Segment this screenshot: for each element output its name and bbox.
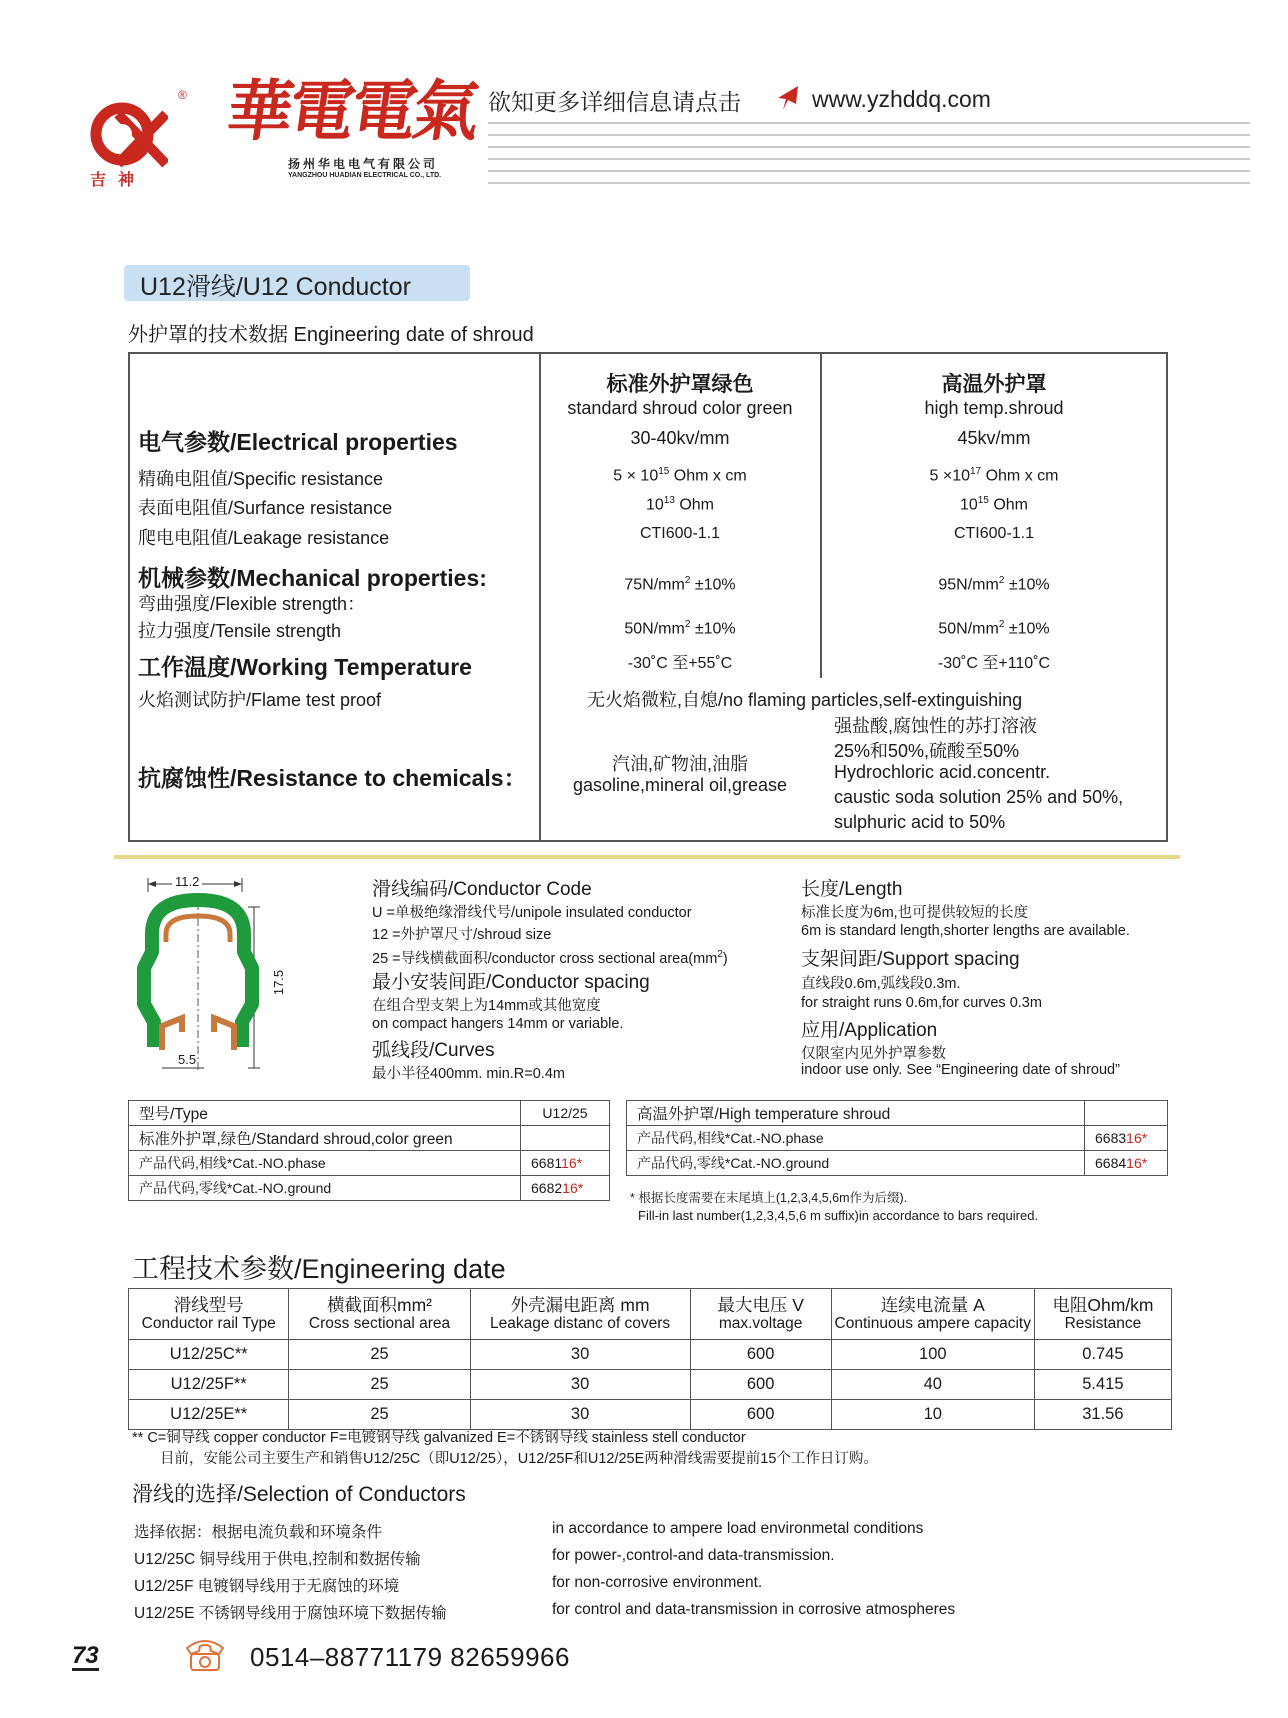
header-en: Leakage distanc of covers bbox=[490, 1315, 671, 1333]
ht-phase-code: 668316* bbox=[1085, 1126, 1168, 1151]
arrow-cursor-icon bbox=[774, 84, 800, 112]
telephone-icon bbox=[183, 1636, 227, 1674]
table-row bbox=[129, 1400, 1172, 1430]
selection-item-cn: 选择依据：根据电流负载和环境条件 bbox=[134, 1524, 383, 1541]
table-header bbox=[1034, 1289, 1171, 1340]
logo-sub-text: 吉神 bbox=[90, 172, 147, 189]
header-en: Continuous ampere capacity bbox=[834, 1315, 1031, 1333]
table-cell: 5.415 bbox=[1034, 1370, 1171, 1400]
flex-ht: $95N/mm^2 \pm 10\%$ bbox=[938, 575, 1050, 594]
registered-mark: ® bbox=[178, 88, 187, 102]
spacing-heading: 最小安装间距/Conductor spacing bbox=[372, 972, 650, 993]
header-link[interactable]: www.yzhddq.com bbox=[812, 86, 991, 112]
table-row bbox=[129, 1340, 1172, 1370]
engineering-title: 工程技术参数/Engineering date bbox=[132, 1254, 506, 1284]
std-ground-label: 产品代码,零线*Cat.-NO.ground bbox=[129, 1176, 521, 1201]
curves-line: 最小半径400mm. min.R=0.4m bbox=[372, 1066, 565, 1082]
table-header bbox=[470, 1289, 690, 1340]
code-line: 12 =外护罩尺寸/shroud size bbox=[372, 927, 552, 943]
table-cell: 25 bbox=[289, 1400, 470, 1430]
flex-std: $75N/mm^2 \pm 10\%$ bbox=[624, 575, 736, 594]
spacing-line: on compact hangers 14mm or variable. bbox=[372, 1016, 624, 1032]
leakage-std: CTI600-1.1 bbox=[639, 525, 721, 542]
surface-label: 表面电阻值/Surfance resistance bbox=[138, 498, 393, 518]
dim-width: 11.2 bbox=[172, 874, 202, 889]
std-phase-code: 668116* bbox=[521, 1151, 610, 1176]
header-en: Cross sectional area bbox=[308, 1315, 451, 1333]
header-cta: 欲知更多详细信息请点击 bbox=[488, 89, 741, 115]
header-rule bbox=[488, 122, 1250, 124]
table-cell: 600 bbox=[690, 1340, 831, 1370]
header-cn: 电阻Ohm/km bbox=[1052, 1295, 1154, 1316]
temp-ht: -30˚C 至+110˚C bbox=[937, 655, 1051, 672]
chem-ht-line: 强盐酸,腐蚀性的苏打溶液 bbox=[834, 716, 1037, 736]
tens-ht: $50N/mm^2 \pm 10\%$ bbox=[938, 619, 1050, 638]
suffix-note-cn: * 根据长度需要在末尾填上(1,2,3,4,5,6m作为后缀). bbox=[630, 1191, 908, 1205]
table-cell: 30 bbox=[470, 1340, 690, 1370]
col-std-en: standard shroud color green bbox=[567, 398, 793, 418]
flame-label: 火焰测试防护/Flame test proof bbox=[138, 690, 382, 710]
conductor-note: ** C=铜导线 copper conductor F=电镀钢导线 galvanized E=不锈钢导线 stainless stell conductor bbox=[132, 1430, 746, 1446]
dielectric-std: 30-40kv/mm bbox=[630, 428, 730, 448]
header-rule bbox=[488, 146, 1250, 148]
table-cell: 10 bbox=[831, 1400, 1034, 1430]
col-ht-cn: 高温外护罩 bbox=[941, 373, 1047, 396]
surface-std: $10^{13}$ Ohm bbox=[645, 495, 715, 514]
table-cell: 30 bbox=[470, 1400, 690, 1430]
table-cell: 100 bbox=[831, 1340, 1034, 1370]
table-cell: 0.745 bbox=[1034, 1340, 1171, 1370]
selection-item-cn: U12/25E 不锈钢导线用于腐蚀环境下数据传输 bbox=[134, 1605, 447, 1622]
header-cn: 最大电压 V bbox=[717, 1295, 804, 1316]
specific-label: 精确电阻值/Specific resistance bbox=[138, 469, 384, 489]
selection-item-en: in accordance to ampere load environmetal conditions bbox=[552, 1520, 924, 1537]
ht-ground-label: 产品代码,零线*Cat.-NO.ground bbox=[627, 1151, 1085, 1176]
selection-item-en: for non-corrosive environment. bbox=[552, 1574, 763, 1591]
table-cell: 30 bbox=[470, 1370, 690, 1400]
table-header bbox=[690, 1289, 831, 1340]
table-row bbox=[129, 1370, 1172, 1400]
suffix-note-en: Fill-in last number(1,2,3,4,5,6 m suffix)in accordance to bars required. bbox=[638, 1208, 1039, 1223]
application-line: 仅限室内见外护罩参数 bbox=[801, 1046, 946, 1062]
header-rule bbox=[488, 170, 1250, 172]
brand-logo-text: 華電電氣 bbox=[221, 72, 481, 150]
flexible-label: 弯曲强度/Flexible strength： bbox=[138, 594, 366, 614]
selection-item-en: for power-,control-and data-transmission. bbox=[552, 1547, 835, 1564]
dim-height: 17.5 bbox=[271, 969, 287, 996]
selection-title: 滑线的选择/Selection of Conductors bbox=[132, 1483, 466, 1506]
ht-shroud-label: 高温外护罩/High temperature shroud bbox=[627, 1101, 1085, 1126]
header-cn: 横截面积mm² bbox=[327, 1295, 433, 1316]
company-name-en: YANGZHOU HUADIAN ELECTRICAL CO., LTD. bbox=[288, 172, 442, 179]
chem-std-cn: 汽油,矿物油,油脂 bbox=[611, 754, 748, 774]
length-line: 6m is standard length,shorter lengths are available. bbox=[801, 923, 1130, 939]
electrical-heading: 电气参数/Electrical properties bbox=[138, 429, 458, 455]
table-header bbox=[831, 1289, 1034, 1340]
selection-item-en: for control and data-transmission in corrosive atmospheres bbox=[552, 1601, 956, 1618]
header-cn: 外壳漏电距离 mm bbox=[510, 1295, 650, 1316]
header-cn: 连续电流量 A bbox=[880, 1295, 985, 1316]
header-en: Conductor rail Type bbox=[141, 1315, 276, 1333]
ht-phase-label: 产品代码,相线*Cat.-NO.phase bbox=[627, 1126, 1085, 1151]
header-rule bbox=[488, 182, 1250, 184]
header-rule bbox=[488, 134, 1250, 136]
flame-value: 无火焰微粒,自熄/no flaming particles,self-extinguishing bbox=[587, 690, 1023, 710]
code-line: 25 =导线横截面积/conductor cross sectional $area(mm^2)$ bbox=[372, 949, 728, 967]
tens-std: $50N/mm^2 \pm 10\%$ bbox=[624, 619, 736, 638]
engineering-table bbox=[128, 1288, 1172, 1430]
page-title: U12滑线/U12 Conductor bbox=[140, 273, 411, 301]
table-cell: 25 bbox=[289, 1370, 470, 1400]
dim-gap: 5.5 bbox=[178, 1052, 197, 1067]
standard-type-table bbox=[128, 1100, 610, 1201]
code-heading: 滑线编码/Conductor Code bbox=[372, 879, 592, 900]
header-rule bbox=[488, 158, 1250, 160]
std-ground-code: 668216* bbox=[521, 1176, 610, 1201]
header-en: max.voltage bbox=[718, 1315, 803, 1333]
chem-ht-line: 25%和50%,硫酸至50% bbox=[834, 741, 1020, 761]
col-ht-en: high temp.shroud bbox=[924, 398, 1064, 418]
application-line: indoor use only. See “Engineering date of shroud” bbox=[801, 1062, 1120, 1078]
mechanical-heading: 机械参数/Mechanical properties: bbox=[138, 565, 487, 591]
col-std-cn: 标准外护罩绿色 bbox=[606, 373, 754, 396]
temp-std: -30˚C 至+55˚C bbox=[627, 655, 733, 672]
ht-ground-code: 668416* bbox=[1085, 1151, 1168, 1176]
code-line: U =单极绝缘滑线代号/unipole insulated conductor bbox=[372, 905, 692, 921]
table-cell: 600 bbox=[690, 1400, 831, 1430]
ordering-note: 目前，安能公司主要生产和销售U12/25C（即U12/25），U12/25F和U12/25E两种滑线需要提前15个工作日订购。 bbox=[160, 1451, 878, 1467]
chemicals-heading: 抗腐蚀性/Resistance to chemicals： bbox=[138, 765, 527, 791]
std-phase-label: 产品代码,相线*Cat.-NO.phase bbox=[129, 1151, 521, 1176]
selection-item-cn: U12/25F 电镀钢导线用于无腐蚀的环境 bbox=[134, 1578, 400, 1595]
table-cell: U12/25C** bbox=[129, 1340, 289, 1370]
selection-item-cn: U12/25C 铜导线用于供电,控制和数据传输 bbox=[134, 1551, 421, 1568]
std-shroud-label: 标准外护罩,绿色/Standard shroud,color green bbox=[129, 1126, 521, 1151]
table-cell: U12/25F** bbox=[129, 1370, 289, 1400]
application-heading: 应用/Application bbox=[801, 1020, 938, 1041]
spacing-line: 在组合型支架上为14mm或其他宽度 bbox=[372, 998, 601, 1014]
specific-ht: $5 \times 10^{17}$ Ohm x cm bbox=[929, 466, 1059, 485]
chem-ht-line: caustic soda solution 25% and 50%, bbox=[834, 787, 1124, 807]
page-number: 73 bbox=[72, 1642, 99, 1669]
table-cell: 40 bbox=[831, 1370, 1034, 1400]
table-cell: U12/25E** bbox=[129, 1400, 289, 1430]
cx-logo-icon bbox=[88, 92, 168, 172]
specific-std: $5 \times 10^{15}$ Ohm x cm bbox=[613, 466, 747, 485]
header-en: Resistance bbox=[1064, 1315, 1142, 1333]
high-temp-type-table bbox=[626, 1100, 1168, 1176]
curves-heading: 弧线段/Curves bbox=[372, 1040, 495, 1061]
support-heading: 支架间距/Support spacing bbox=[801, 949, 1020, 970]
tensile-label: 拉力强度/Tensile strength bbox=[138, 621, 342, 641]
length-heading: 长度/Length bbox=[801, 879, 903, 900]
dielectric-ht: 45kv/mm bbox=[957, 428, 1031, 448]
chem-ht-line: Hydrochloric acid.concentr. bbox=[834, 762, 1051, 782]
table-cell: 31.56 bbox=[1034, 1400, 1171, 1430]
support-line: 直线段0.6m,弧线段0.3m. bbox=[801, 976, 961, 992]
table-cell: 600 bbox=[690, 1370, 831, 1400]
length-line: 标准长度为6m,也可提供较短的长度 bbox=[801, 905, 1029, 921]
leakage-label: 爬电电阻值/Leakage resistance bbox=[138, 528, 390, 548]
section-divider bbox=[114, 855, 1180, 859]
table-header bbox=[289, 1289, 470, 1340]
shroud-heading: 外护罩的技术数据 Engineering date of shroud bbox=[128, 324, 534, 346]
surface-ht: $10^{15}$ Ohm bbox=[959, 495, 1029, 514]
phone-numbers: 0514–88771179 82659966 bbox=[250, 1642, 570, 1672]
header-cn: 滑线型号 bbox=[173, 1295, 244, 1316]
type-label: 型号/Type bbox=[129, 1101, 521, 1126]
table-header bbox=[129, 1289, 289, 1340]
table-cell: 25 bbox=[289, 1340, 470, 1370]
chem-std-en: gasoline,mineral oil,grease bbox=[572, 775, 788, 795]
chem-ht-line: sulphuric acid to 50% bbox=[834, 812, 1006, 832]
leakage-ht: CTI600-1.1 bbox=[953, 525, 1035, 542]
support-line: for straight runs 0.6m,for curves 0.3m bbox=[801, 995, 1042, 1011]
temperature-heading: 工作温度/Working Temperature bbox=[138, 654, 472, 680]
type-value: U12/25 bbox=[521, 1101, 610, 1126]
company-name-cn: 扬州华电电气有限公司 bbox=[288, 157, 439, 171]
